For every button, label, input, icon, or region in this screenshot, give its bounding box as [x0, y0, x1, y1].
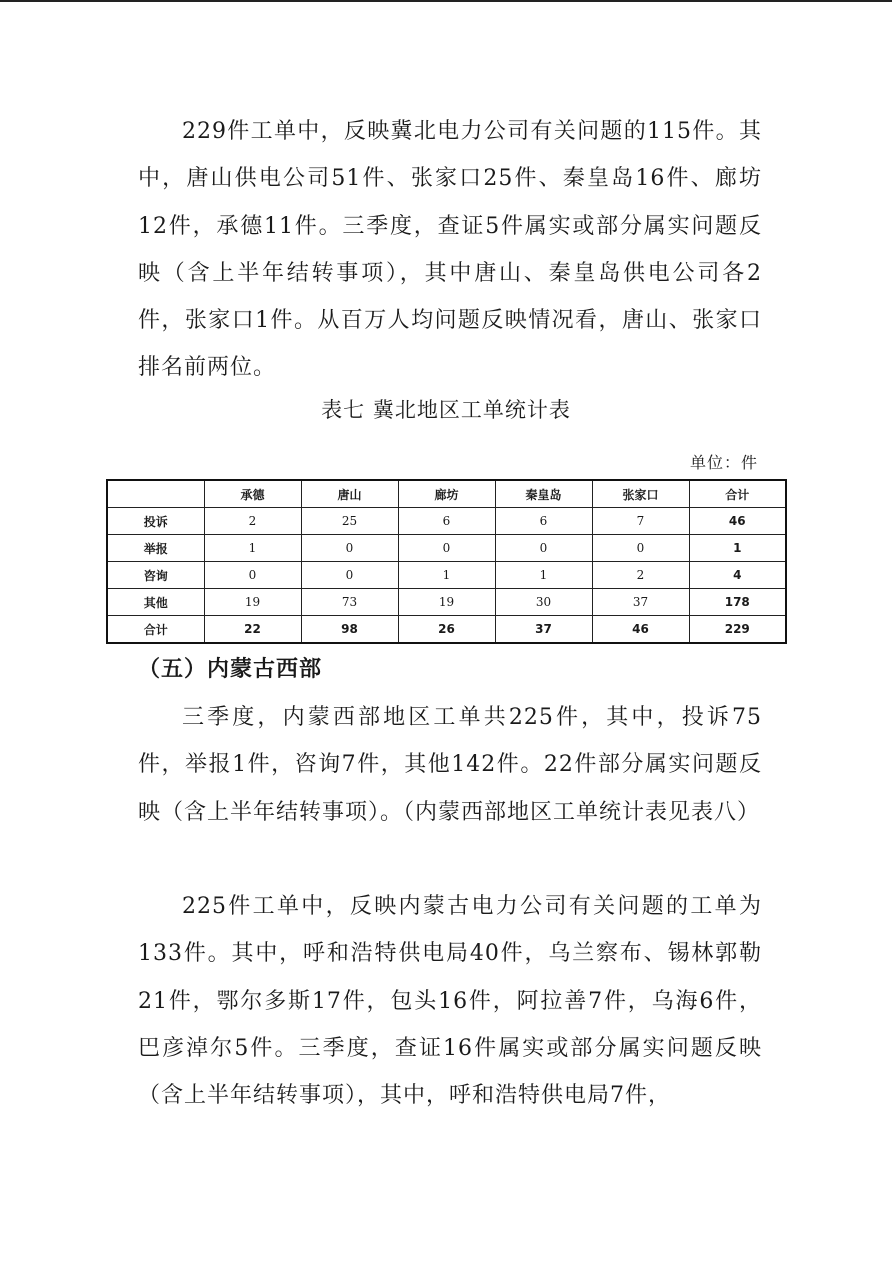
row-label: 咨询	[107, 562, 204, 589]
table-cell: 0	[398, 535, 495, 562]
row-label: 举报	[107, 535, 204, 562]
table-row	[107, 589, 786, 616]
page-top-border	[0, 0, 892, 2]
table-cell-total: 178	[689, 589, 786, 616]
column-header: 合计	[689, 480, 786, 508]
table-cell-total: 46	[689, 508, 786, 535]
column-header: 承德	[204, 480, 301, 508]
table-cell-total: 46	[592, 616, 689, 644]
row-label: 投诉	[107, 508, 204, 535]
table-cell: 7	[592, 508, 689, 535]
table-cell: 19	[204, 589, 301, 616]
paragraph-jibei-summary: 229件工单中，反映冀北电力公司有关问题的115件。其中，唐山供电公司51件、张家口25件、秦皇岛16件、廊坊12件，承德11件。三季度，查证5件属实或部分属实问题反映（含上半年结转事项），其中唐山、秦皇岛供电公司各2件，张家口1件。从百万人均问题反映情况看，唐山、张家口排名前两位。	[138, 119, 762, 381]
table-row	[107, 562, 786, 589]
row-label: 其他	[107, 589, 204, 616]
table-cell: 0	[495, 535, 592, 562]
jibei-work-order-table	[106, 479, 787, 644]
table-cell: 37	[592, 589, 689, 616]
table-total-row	[107, 616, 786, 644]
table-cell: 30	[495, 589, 592, 616]
column-header: 唐山	[301, 480, 398, 508]
table-row	[107, 508, 786, 535]
row-label: 合计	[107, 616, 204, 644]
column-header: 廊坊	[398, 480, 495, 508]
paragraph-mengxi-detail: 225件工单中，反映内蒙古电力公司有关问题的工单为133件。其中，呼和浩特供电局40件，乌兰察布、锡林郭勒21件，鄂尔多斯17件，包头16件，阿拉善7件，乌海6件，巴彦淖尔5件。三季度，查证16件属实或部分属实问题反映（含上半年结转事项），其中，呼和浩特供电局7件，	[138, 894, 762, 1109]
table-cell: 0	[204, 562, 301, 589]
table-cell: 19	[398, 589, 495, 616]
table-corner-cell	[107, 480, 204, 508]
table-cell: 1	[398, 562, 495, 589]
table-cell-total: 22	[204, 616, 301, 644]
table-cell-total: 98	[301, 616, 398, 644]
column-header: 张家口	[592, 480, 689, 508]
table-cell: 73	[301, 589, 398, 616]
table-cell: 0	[592, 535, 689, 562]
table-cell: 0	[301, 562, 398, 589]
table-cell-total: 4	[689, 562, 786, 589]
section-heading: （五）内蒙古西部	[138, 657, 323, 682]
table-caption: 表七 冀北地区工单统计表	[321, 398, 571, 422]
table-unit-note: 单位：件	[689, 453, 758, 472]
table-header-row	[107, 480, 786, 508]
table-cell: 6	[495, 508, 592, 535]
table-cell: 1	[204, 535, 301, 562]
table-cell: 1	[495, 562, 592, 589]
table-row	[107, 535, 786, 562]
table-cell-total: 37	[495, 616, 592, 644]
table-cell-total: 26	[398, 616, 495, 644]
table-cell-total: 1	[689, 535, 786, 562]
paragraph-mengxi-summary: 三季度，内蒙西部地区工单共225件，其中，投诉75件，举报1件，咨询7件，其他142件。22件部分属实问题反映（含上半年结转事项）。（内蒙西部地区工单统计表见表八）	[138, 705, 762, 825]
column-header: 秦皇岛	[495, 480, 592, 508]
table-cell: 2	[592, 562, 689, 589]
table-cell: 25	[301, 508, 398, 535]
table-cell-total: 229	[689, 616, 786, 644]
table-cell: 6	[398, 508, 495, 535]
table-cell: 0	[301, 535, 398, 562]
table-cell: 2	[204, 508, 301, 535]
